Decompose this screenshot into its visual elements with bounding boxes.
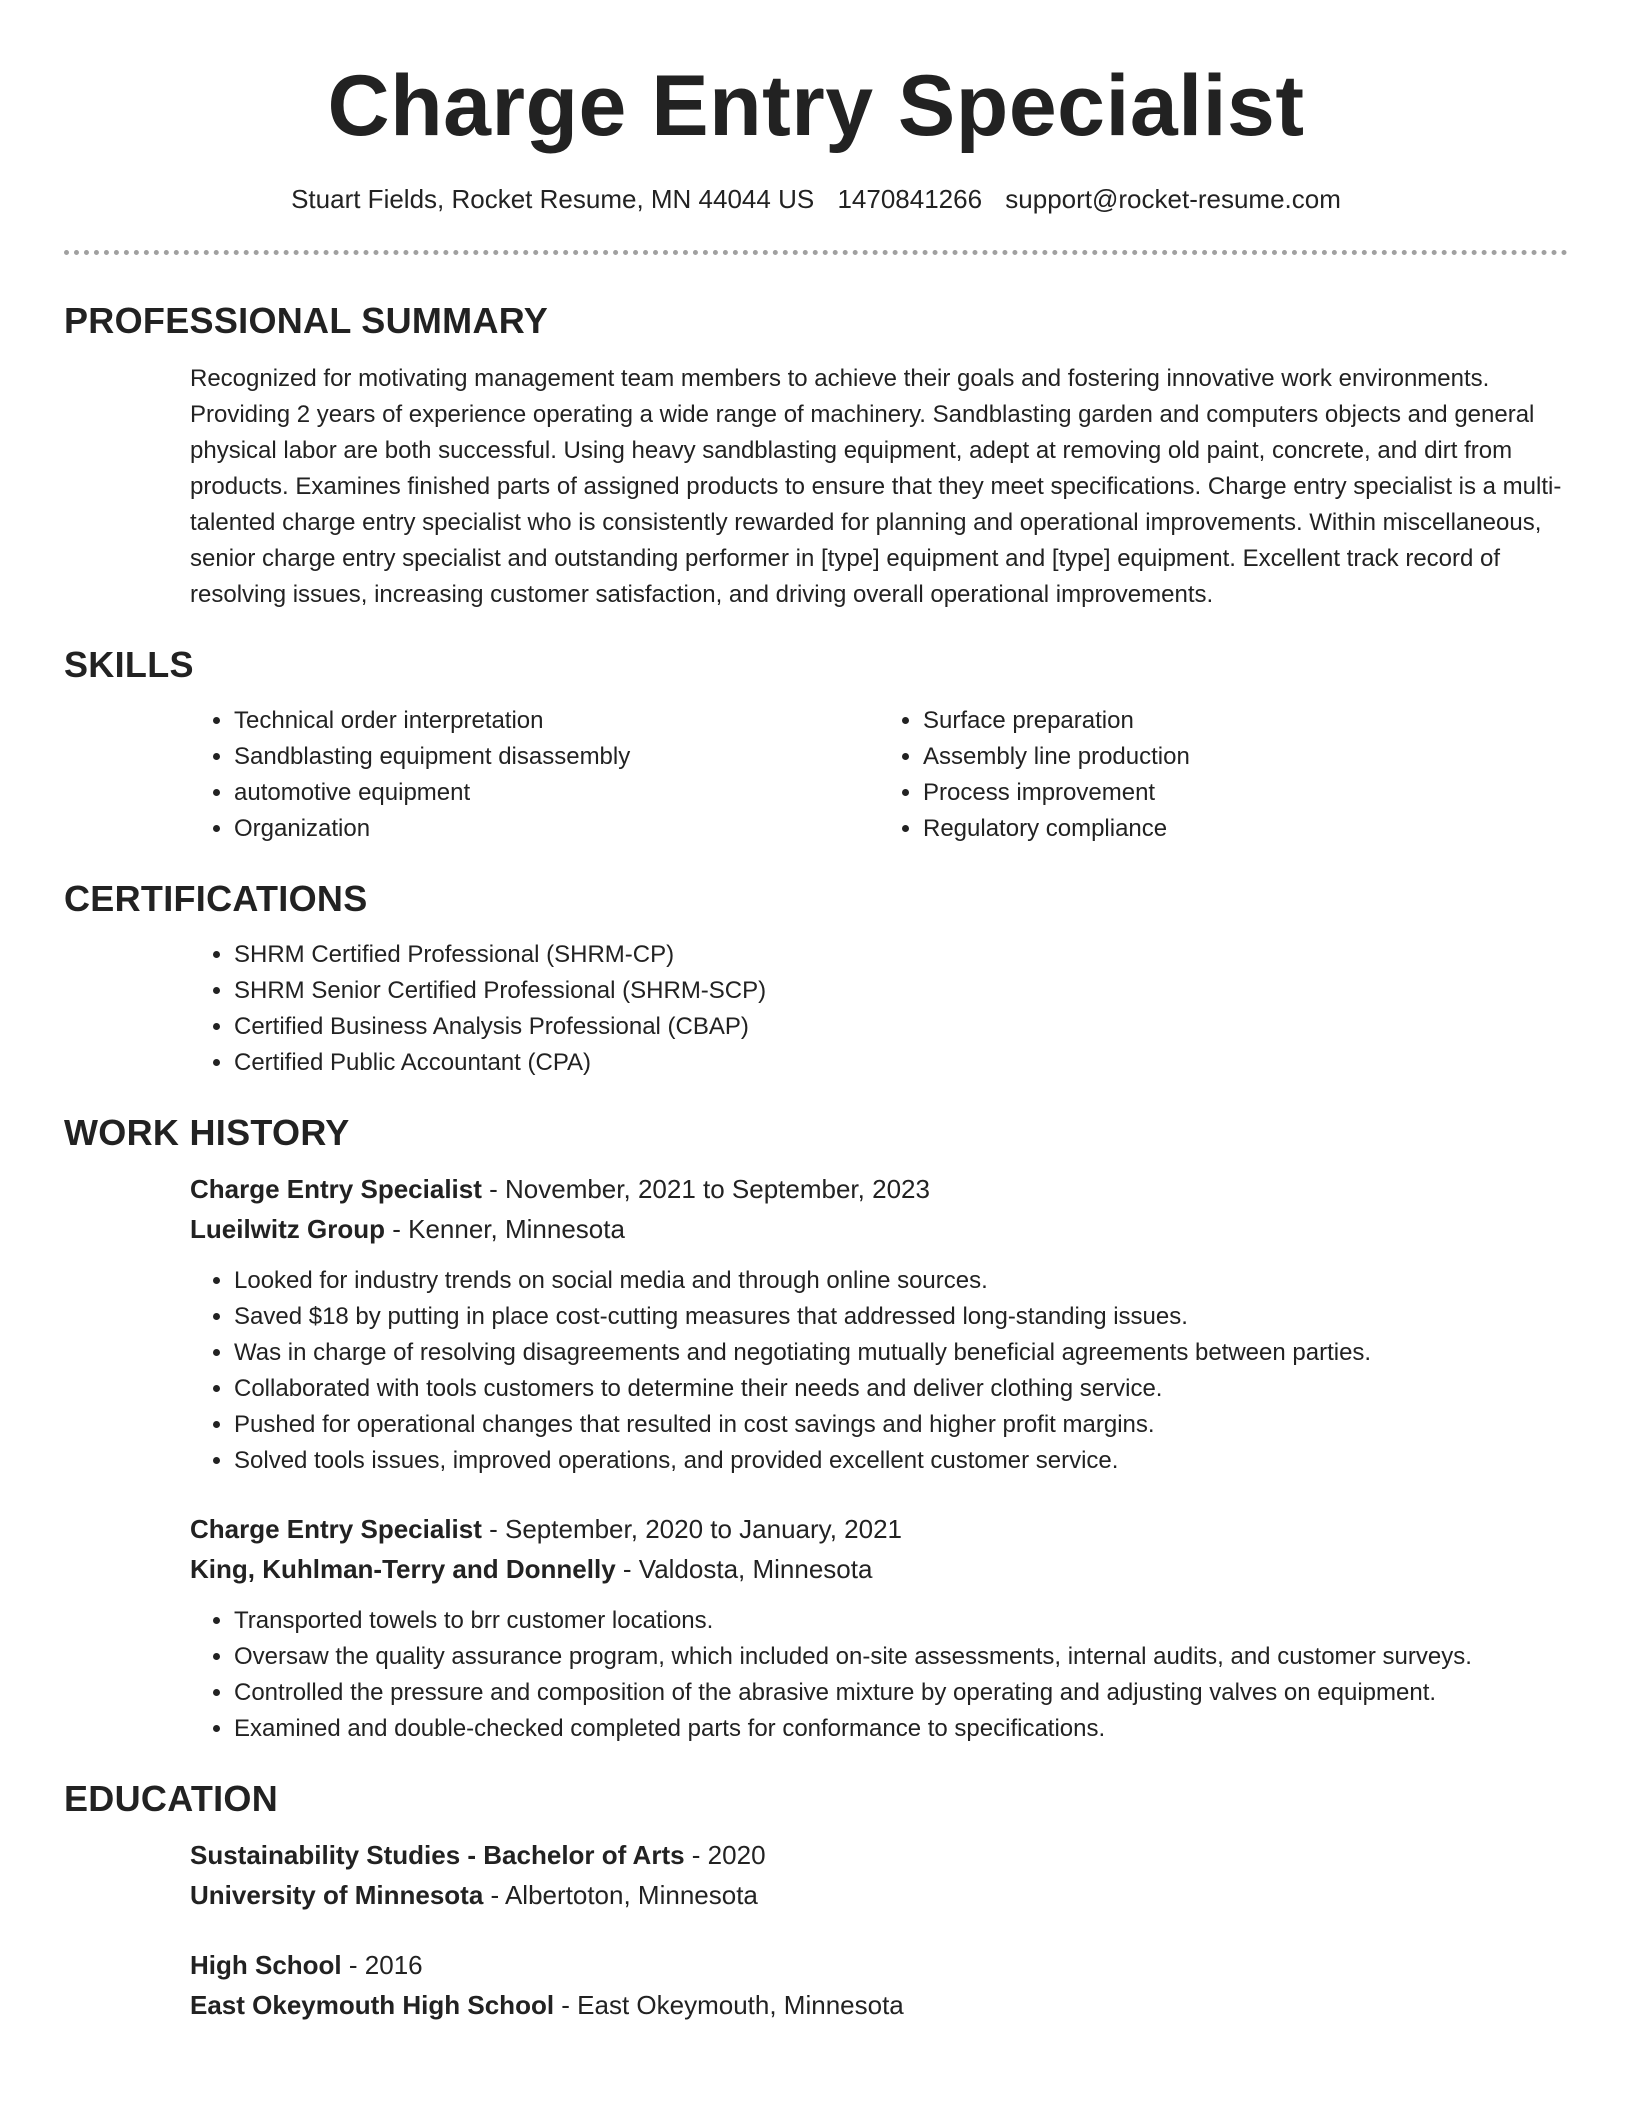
job-role-line	[190, 1169, 1568, 1209]
education-location: - Albertoton, Minnesota	[483, 1880, 758, 1910]
education-year: - 2016	[341, 1950, 423, 1980]
education-degree-line	[190, 1835, 1568, 1875]
job-role: Charge Entry Specialist	[190, 1174, 482, 1204]
job-bullet: • Oversaw the quality assurance program, which included on-site assessments, internal audits, and customer surveys.	[234, 1639, 1568, 1675]
skills-section	[64, 643, 1568, 847]
summary-section	[64, 299, 1568, 613]
job-bullet: • Was in charge of resolving disagreements and negotiating mutually beneficial agreements between parties.	[234, 1335, 1568, 1371]
summary-text: Recognized for motivating management team members to achieve their goals and fostering innovative work environments. Providing 2 years of experience operating a wide range of machinery. Sandblasting garden and computers objects and general physical labor are both successful. Using heavy sandblasting equipment, adept at removing old paint, concrete, and dirt from products. Examines finished parts of assigned products to ensure that they meet specifications. Charge entry specialist is a multi-talented charge entry specialist who is consistently rewarded for planning and operational improvements. Within miscellaneous, senior charge entry specialist and outstanding performer in [type] equipment and [type] equipment. Excellent track record of resolving issues, increasing customer satisfaction, and driving overall operational improvements.	[190, 365, 1562, 608]
job-bullet: • Solved tools issues, improved operations, and provided excellent customer service.	[234, 1443, 1568, 1479]
skill-item: • Surface preparation	[923, 703, 1568, 739]
job-bullet: • Pushed for operational changes that resulted in cost savings and higher profit margins.	[234, 1407, 1568, 1443]
work-history-section	[64, 1111, 1568, 1747]
certification-item: • Certified Business Analysis Professional (CBAP)	[234, 1009, 1568, 1045]
job-dates: - September, 2020 to January, 2021	[481, 1514, 903, 1544]
education-degree: High School	[190, 1950, 342, 1980]
contact-phone: 1470841266	[837, 184, 983, 214]
certifications-list	[190, 937, 1568, 1081]
job-bullet: • Controlled the pressure and composition of the abrasive mixture by operating and adjusting valves on equipment.	[234, 1675, 1568, 1711]
job-bullet: • Examined and double-checked completed parts for conformance to specifications.	[234, 1711, 1568, 1747]
education-location: - East Okeymouth, Minnesota	[554, 1990, 904, 2020]
job-bullet: • Transported towels to brr customer locations.	[234, 1603, 1568, 1639]
education-school-line	[190, 1875, 1568, 1915]
section-title-skills: SKILLS	[64, 644, 194, 685]
skill-item: • Assembly line production	[923, 739, 1568, 775]
certifications-body	[190, 937, 1568, 1081]
contact-line	[64, 182, 1568, 216]
education-degree: Sustainability Studies - Bachelor of Arts	[190, 1840, 685, 1870]
skill-item: • Organization	[234, 811, 879, 847]
certification-item: • SHRM Certified Professional (SHRM-CP)	[234, 937, 1568, 973]
job-location: - Kenner, Minnesota	[385, 1214, 625, 1244]
job-company: King, Kuhlman-Terry and Donnelly	[190, 1554, 616, 1584]
job-company-line	[190, 1209, 1568, 1249]
section-title-summary: PROFESSIONAL SUMMARY	[64, 300, 549, 341]
skill-item: • Process improvement	[923, 775, 1568, 811]
skill-item: • Regulatory compliance	[923, 811, 1568, 847]
skill-item: • automotive equipment	[234, 775, 879, 811]
certifications-section	[64, 877, 1568, 1081]
section-title-education: EDUCATION	[64, 1778, 279, 1819]
job-bullets	[190, 1603, 1568, 1747]
education-entry	[190, 1945, 1568, 2025]
header-divider	[64, 250, 1568, 255]
section-title-certifications: CERTIFICATIONS	[64, 878, 368, 919]
job-entry	[190, 1169, 1568, 1479]
skills-body	[190, 703, 1568, 847]
job-company: Lueilwitz Group	[190, 1214, 385, 1244]
section-title-work-history: WORK HISTORY	[64, 1112, 350, 1153]
skills-right-list	[879, 703, 1568, 847]
education-school-line	[190, 1985, 1568, 2025]
job-bullet: • Collaborated with tools customers to determine their needs and deliver clothing service.	[234, 1371, 1568, 1407]
job-bullet: • Saved $18 by putting in place cost-cutting measures that addressed long-standing issues.	[234, 1299, 1568, 1335]
contact-email[interactable]: support@rocket-resume.com	[1005, 184, 1341, 214]
job-entry	[190, 1509, 1568, 1747]
resume-header	[64, 0, 1568, 255]
education-section	[64, 1777, 1568, 2025]
skills-grid	[190, 703, 1568, 847]
certification-item: • SHRM Senior Certified Professional (SHRM-SCP)	[234, 973, 1568, 1009]
certification-item: • Certified Public Accountant (CPA)	[234, 1045, 1568, 1081]
job-company-line	[190, 1549, 1568, 1589]
job-bullet: • Looked for industry trends on social media and through online sources.	[234, 1263, 1568, 1299]
resume-title: Charge Entry Specialist	[327, 58, 1305, 154]
education-degree-line	[190, 1945, 1568, 1985]
skill-item: • Sandblasting equipment disassembly	[234, 739, 879, 775]
job-location: - Valdosta, Minnesota	[615, 1554, 873, 1584]
skill-item: • Technical order interpretation	[234, 703, 879, 739]
summary-body	[190, 361, 1568, 613]
education-year: - 2020	[684, 1840, 766, 1870]
job-bullets	[190, 1263, 1568, 1479]
job-role: Charge Entry Specialist	[190, 1514, 482, 1544]
education-school: University of Minnesota	[190, 1880, 484, 1910]
contact-address: Stuart Fields, Rocket Resume, MN 44044 US	[291, 184, 815, 214]
skills-left-list	[190, 703, 879, 847]
education-school: East Okeymouth High School	[190, 1990, 555, 2020]
job-role-line	[190, 1509, 1568, 1549]
job-dates: - November, 2021 to September, 2023	[481, 1174, 930, 1204]
education-entry	[190, 1835, 1568, 1915]
